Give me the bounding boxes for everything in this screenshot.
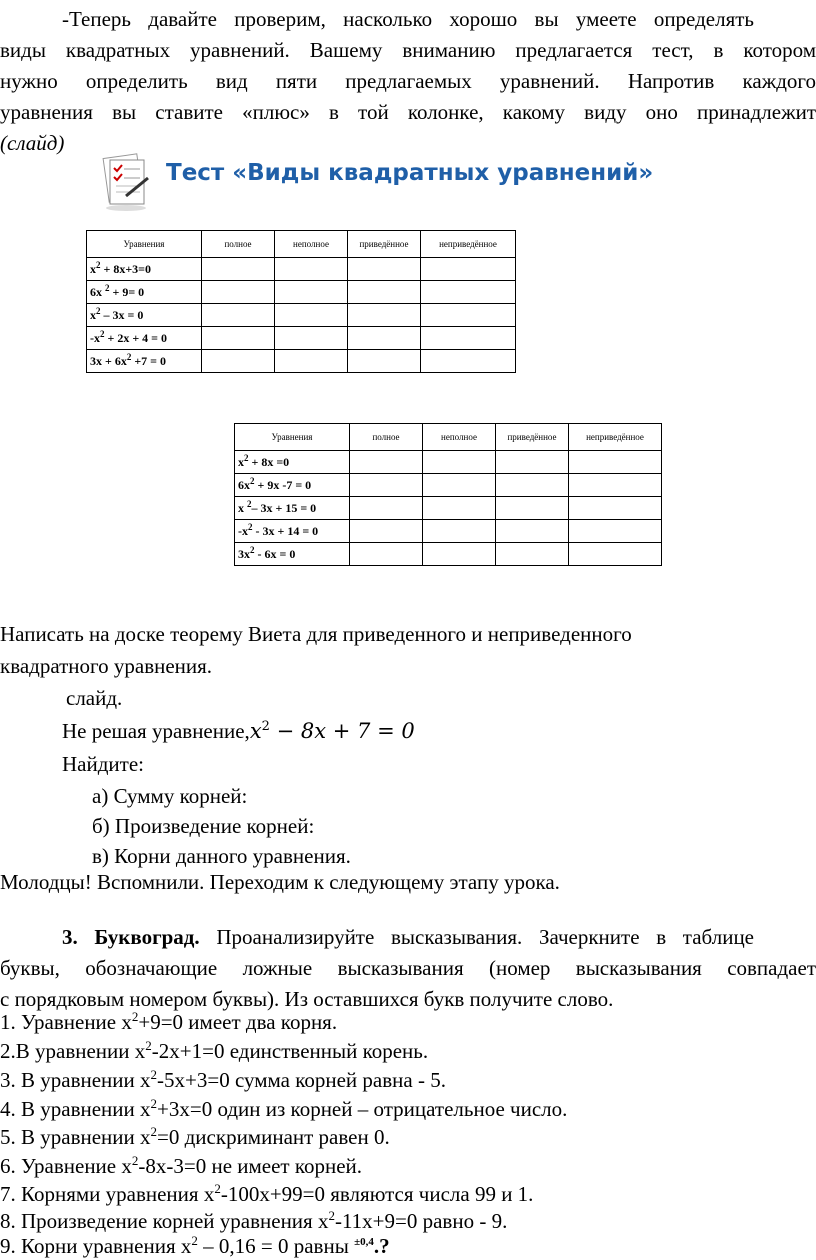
col-header: Уравнения <box>87 231 202 258</box>
answer-cell[interactable] <box>421 281 516 304</box>
bukvograd-line-2: буквы, обозначающие ложные высказывания (номер высказывания совпадает <box>0 956 816 980</box>
answer-cell[interactable] <box>496 451 569 474</box>
table-row <box>235 451 662 474</box>
vieta-item-b: б) Произведение корней: <box>92 814 315 838</box>
slide-note: (слайд) <box>0 131 65 155</box>
slide-title: Тест «Виды квадратных уравнений» <box>166 160 654 186</box>
equation-cell: $x^2 + 8x =0$ <box>235 451 350 474</box>
answer-cell[interactable] <box>569 497 662 520</box>
answer-cell[interactable] <box>569 543 662 566</box>
answer-cell[interactable] <box>275 350 348 373</box>
answer-cell[interactable] <box>202 304 275 327</box>
vieta-equation: $x^2 - 8x + 7 = 0$ <box>249 719 415 743</box>
statement-9: 9. Корни уравнения $x^2 - 0,16 = 0$ равны $^{\pm 0,4}$.? <box>0 1233 390 1258</box>
vieta-item-a: а) Сумму корней: <box>92 784 248 808</box>
answer-cell[interactable] <box>496 497 569 520</box>
statement-4: 4. В уравнении $x^2+3x=0$ один из корней – отрицательное число. <box>0 1096 568 1121</box>
equation-cell: $6x^2 + 9x$ -7 = 0 <box>235 474 350 497</box>
vieta-task <box>62 717 415 745</box>
col-header: неполное <box>275 231 348 258</box>
bukvograd-line-1: Проанализируйте высказывания. Зачеркните в таблице <box>199 925 754 949</box>
col-header: Уравнения <box>235 424 350 451</box>
col-header: полное <box>202 231 275 258</box>
table-row <box>87 304 516 327</box>
answer-cell[interactable] <box>496 474 569 497</box>
answer-cell[interactable] <box>423 520 496 543</box>
vieta-item-c: в) Корни данного уравнения. <box>92 844 351 868</box>
table-row <box>87 327 516 350</box>
intro-paragraph <box>0 4 816 159</box>
plus-minus-symbol: ±0,4 <box>354 1236 374 1248</box>
col-header: неприведённое <box>569 424 662 451</box>
col-header: неприведённое <box>421 231 516 258</box>
answer-cell[interactable] <box>569 451 662 474</box>
answer-cell[interactable] <box>423 543 496 566</box>
col-header: приведённое <box>348 231 421 258</box>
table-row <box>87 350 516 373</box>
equation-cell: $-x^2 - 3x + 14 = 0$ <box>235 520 350 543</box>
answer-cell[interactable] <box>423 497 496 520</box>
table-row <box>235 497 662 520</box>
vieta-find: Найдите: <box>62 752 144 776</box>
intro-line-1: -Теперь давайте проверим, насколько хорошо вы умеете определять <box>62 7 754 31</box>
statement-1: 1. Уравнение $x^2+9=0$ имеет два корня. <box>0 1009 338 1034</box>
bukvograd-title: 3. Буквоград. <box>62 925 200 949</box>
statement-3: 3. В уравнении $x^2-5x+3=0$ сумма корней равна - 5. <box>0 1067 446 1092</box>
answer-cell[interactable] <box>569 474 662 497</box>
answer-cell[interactable] <box>202 327 275 350</box>
answer-cell[interactable] <box>275 258 348 281</box>
answer-cell[interactable] <box>350 543 423 566</box>
intro-line-4: уравнения вы ставите «плюс» в той колонке, какому виду оно принадлежит <box>0 100 816 124</box>
vieta-slide: слайд. <box>66 686 123 710</box>
vieta-task-prefix: Не решая уравнение, <box>62 719 250 743</box>
intro-line-2: виды квадратных уравнений. Вашему вниманию предлагается тест, в котором <box>0 38 816 62</box>
answer-cell[interactable] <box>423 474 496 497</box>
bukvograd-line-3: с порядковым номером буквы). Из оставшихся букв получите слово. <box>0 987 614 1011</box>
bukvograd-paragraph <box>0 922 816 1015</box>
answer-cell[interactable] <box>275 327 348 350</box>
answer-cell[interactable] <box>350 520 423 543</box>
col-header: приведённое <box>496 424 569 451</box>
answer-cell[interactable] <box>350 474 423 497</box>
praise-text: Молодцы! Вспомнили. Переходим к следующему этапу урока. <box>0 870 560 894</box>
answer-cell[interactable] <box>423 451 496 474</box>
answer-cell[interactable] <box>202 350 275 373</box>
answer-cell[interactable] <box>348 258 421 281</box>
col-header: неполное <box>423 424 496 451</box>
vieta-line-2: квадратного уравнения. <box>0 654 213 678</box>
table-row <box>87 258 516 281</box>
answer-cell[interactable] <box>202 281 275 304</box>
answer-cell[interactable] <box>421 327 516 350</box>
col-header: полное <box>350 424 423 451</box>
equation-cell: x $^2$– 3x + 15 = 0 <box>235 497 350 520</box>
answer-cell[interactable] <box>421 304 516 327</box>
answer-cell[interactable] <box>275 304 348 327</box>
statement-9-end: .? <box>373 1234 390 1258</box>
answer-cell[interactable] <box>350 451 423 474</box>
answer-cell[interactable] <box>496 543 569 566</box>
answer-cell[interactable] <box>569 520 662 543</box>
table-header-row <box>235 424 662 451</box>
equation-cell: $x^2 + 8x+3=0$ <box>87 258 202 281</box>
test-table-2 <box>234 423 662 566</box>
equation-cell: $x^2 - 3x = 0$ <box>87 304 202 327</box>
answer-cell[interactable] <box>348 304 421 327</box>
answer-cell[interactable] <box>202 258 275 281</box>
intro-line-3: нужно определить вид пяти предлагаемых уравнений. Напротив каждого <box>0 69 816 93</box>
answer-cell[interactable] <box>348 350 421 373</box>
equation-cell: 6x $^2$ + 9= 0 <box>87 281 202 304</box>
statement-2: 2.В уравнении $x^2-2x+1=0$ единственный корень. <box>0 1038 429 1063</box>
statement-6: 6. Уравнение $x^2-8x-3=0$ не имеет корней. <box>0 1153 363 1178</box>
statement-7: 7. Корнями уравнения $x^2-100x+99=0$ являются числа 99 и 1. <box>0 1181 534 1206</box>
answer-cell[interactable] <box>348 281 421 304</box>
table-header-row <box>87 231 516 258</box>
table-row <box>235 474 662 497</box>
answer-cell[interactable] <box>421 258 516 281</box>
equation-cell: $-x^2 + 2x + 4 = 0$ <box>87 327 202 350</box>
answer-cell[interactable] <box>348 327 421 350</box>
test-table-1 <box>86 230 516 373</box>
statement-5: 5. В уравнении $x^2=0$ дискриминант равен 0. <box>0 1124 390 1149</box>
vieta-line-1: Написать на доске теорему Виета для приведенного и неприведенного <box>0 622 632 646</box>
statement-8: 8. Произведение корней уравнения $x^2-11x+9=0$ равно - 9. <box>0 1208 508 1233</box>
answer-cell[interactable] <box>350 497 423 520</box>
answer-cell[interactable] <box>275 281 348 304</box>
equation-cell: $3x + 6x^2 +7 = 0$ <box>87 350 202 373</box>
table-row <box>87 281 516 304</box>
table-row <box>235 543 662 566</box>
answer-cell[interactable] <box>421 350 516 373</box>
slide-header <box>96 150 656 220</box>
equation-cell: $3x^2 - 6x = 0$ <box>235 543 350 566</box>
answer-cell[interactable] <box>496 520 569 543</box>
table-row <box>235 520 662 543</box>
checklist-document-icon <box>96 150 156 212</box>
